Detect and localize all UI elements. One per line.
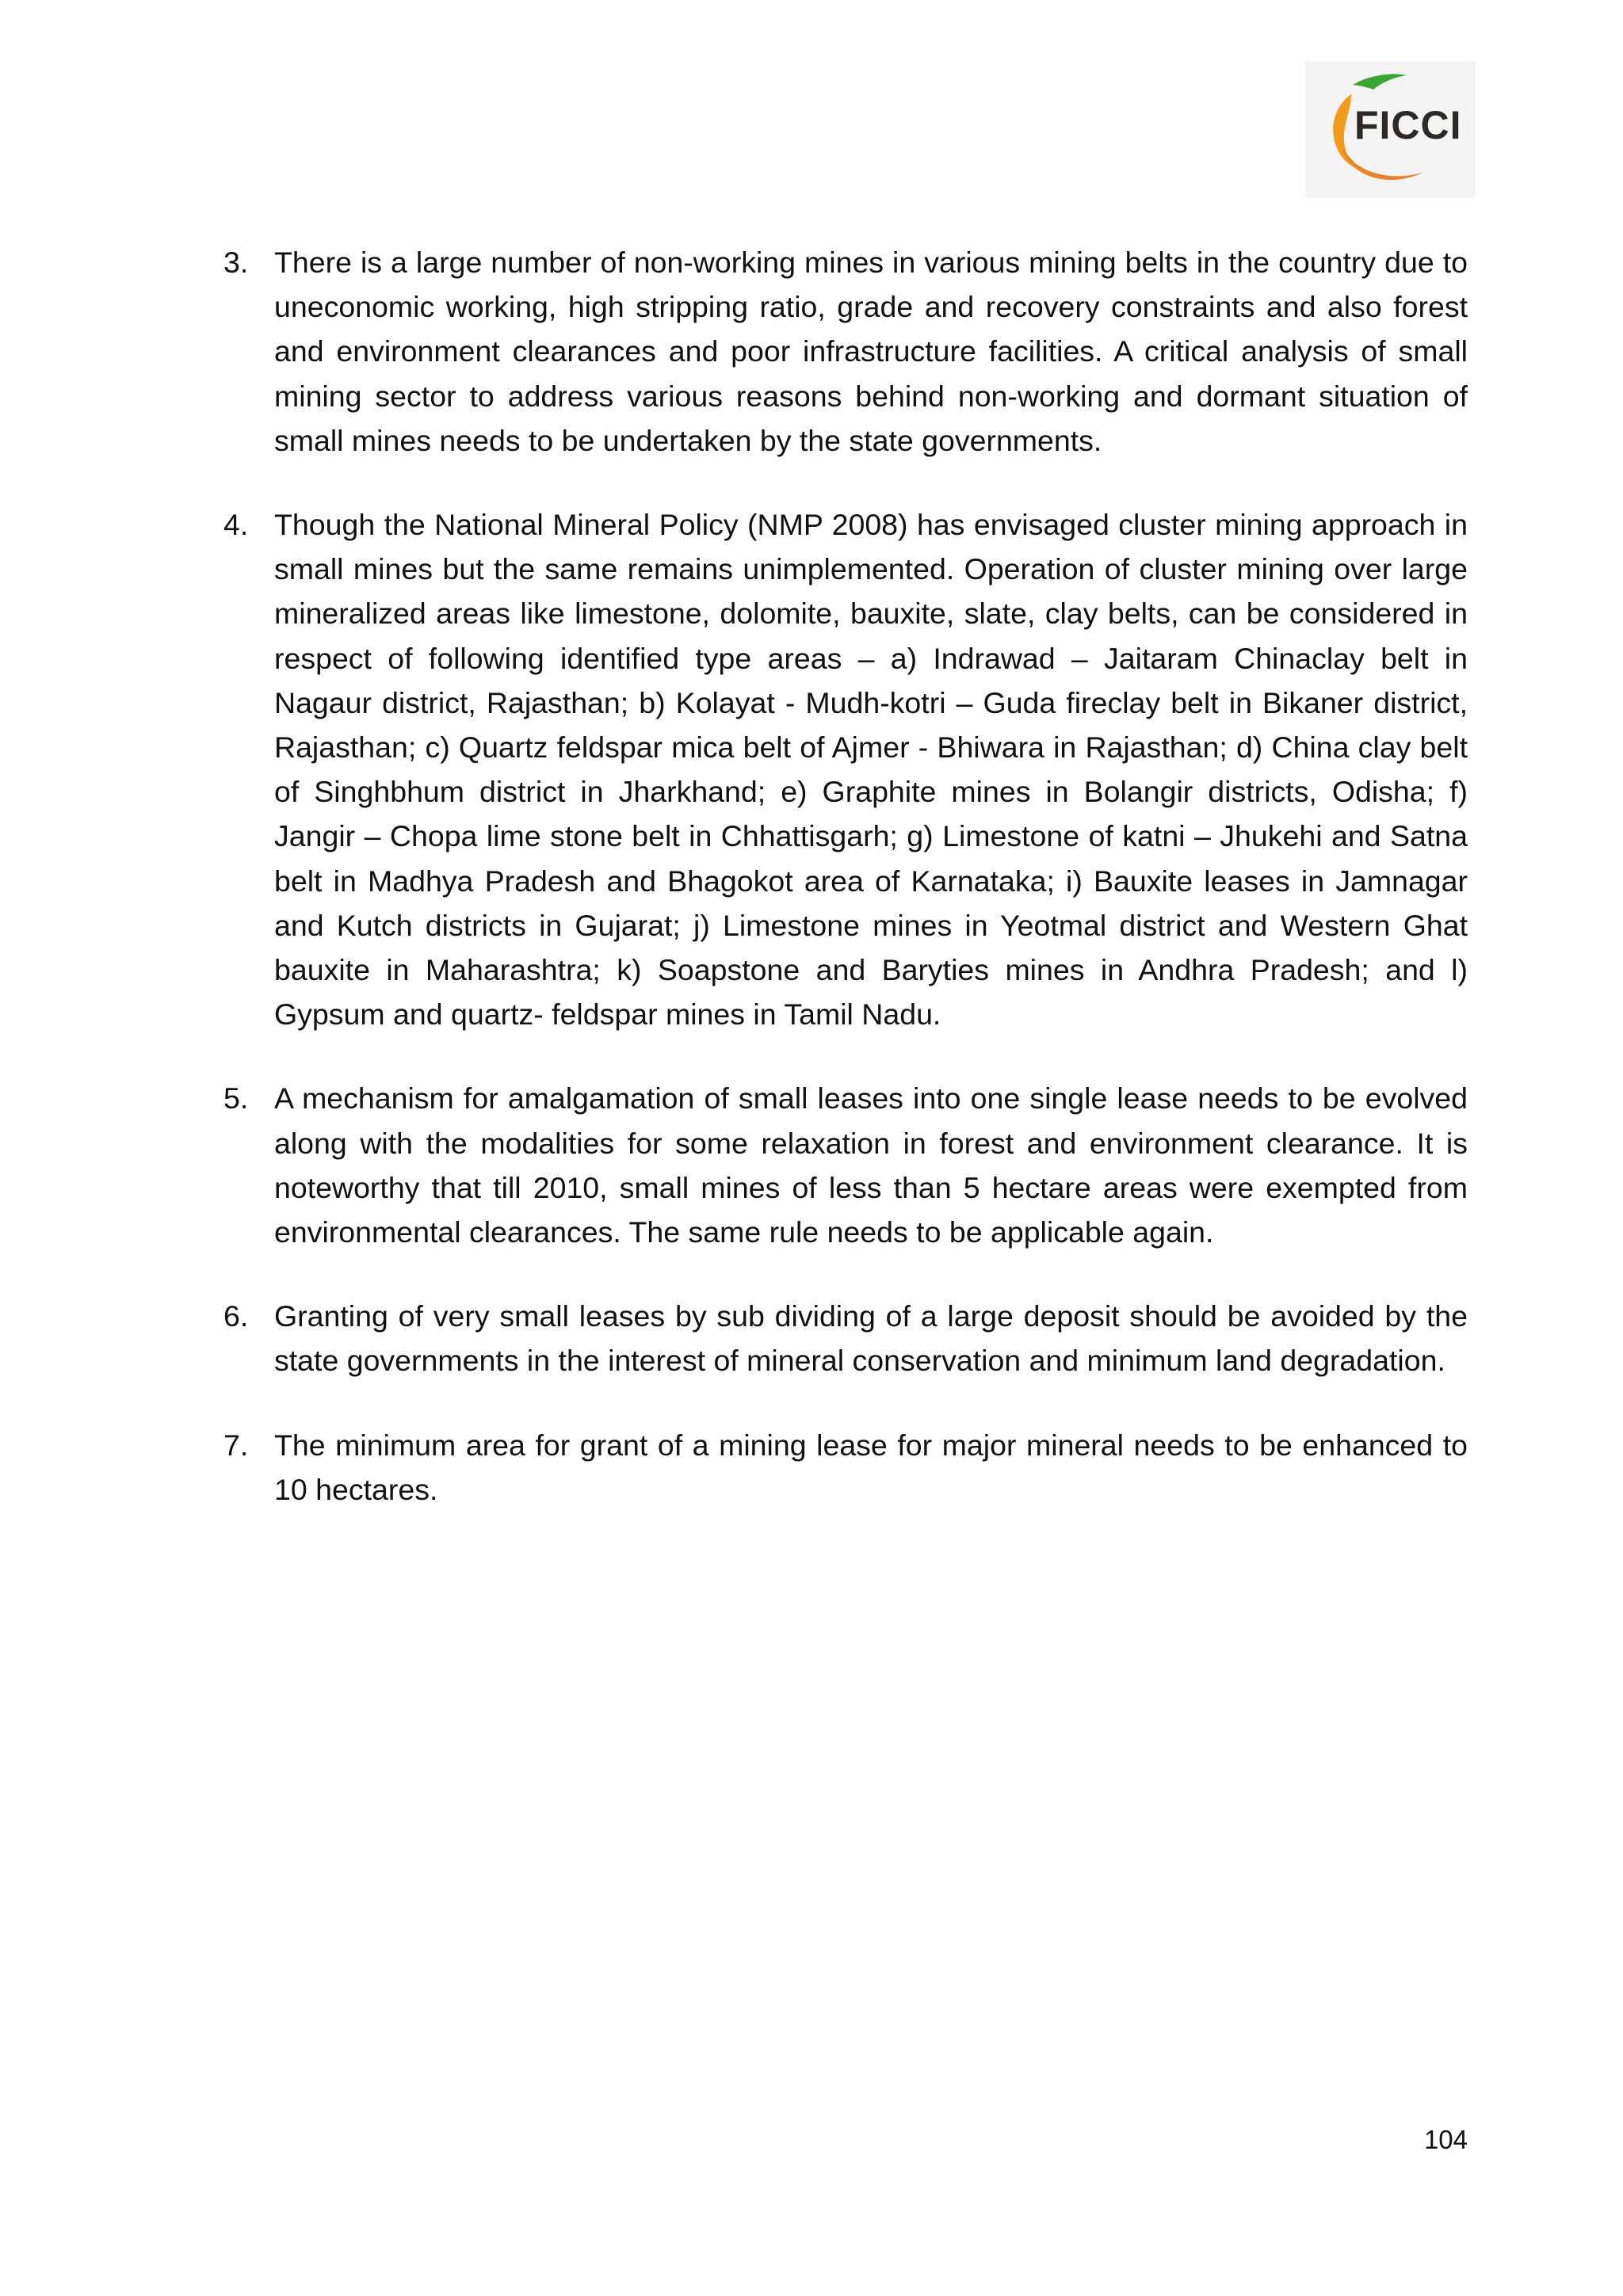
list-item-7 bbox=[223, 1423, 1468, 1512]
item-number: 5. bbox=[223, 1081, 249, 1116]
item-text: There is a large number of non-working mines in various mining belts in the country due to uneconomic working, high stripping ratio, grade and recovery constraints and also forest and environment clearances and poor infrastructure facilities. A critical analysis of small mining sector to address various reasons behind non-working and dormant situation of small mines needs to be undertaken by the state governments. bbox=[274, 246, 1468, 457]
item-number: 3. bbox=[223, 246, 249, 279]
list-item-4 bbox=[223, 502, 1468, 1036]
item-number: 4. bbox=[223, 508, 249, 542]
item-text: Granting of very small leases by sub dividing of a large deposit should be avoided by the state governments in the interest of mineral conservation and minimum land degradation. bbox=[274, 1299, 1468, 1378]
item-text: The minimum area for grant of a mining lease for major mineral needs to be enhanced to 10 hectares. bbox=[274, 1428, 1468, 1506]
item-text: A mechanism for amalgamation of small leases into one single lease needs to be evolved along with the modalities for some relaxation in forest and environment clearance. It is noteworthy that till 2010, small mines of less than 5 hectare areas were exempted from environmental clearances. The same rule needs to be applicable again. bbox=[274, 1081, 1468, 1249]
item-number: 6. bbox=[223, 1299, 249, 1333]
ficci-logo bbox=[1305, 61, 1476, 198]
list-item-3 bbox=[223, 240, 1468, 463]
list-item-6 bbox=[223, 1294, 1468, 1383]
page-number: 104 bbox=[1423, 2125, 1468, 2154]
item-text: Though the National Mineral Policy (NMP 2008) has envisaged cluster mining approach in small mines but the same remains unimplemented. Operation of cluster mining over large mineralized areas like limestone, dolomite, bauxite, slate, clay belts, can be considered in respect of following identified type areas – a) Indrawad – Jaitaram Chinaclay belt in Nagaur district, Rajasthan; b) Kolayat - Mudh-kotri – Guda fireclay belt in Bikaner district, Rajasthan; c) Quartz feldspar mica belt of Ajmer - Bhiwara in Rajasthan; d) China clay belt of Singhbhum district in Jharkhand; e) Graphite mines in Bolangir districts, Odisha; f) Jangir – Chopa lime stone belt in Chhattisgarh; g) Limestone of katni – Jhukehi and Satna belt in Madhya Pradesh and Bhagokot area of Karnataka; i) Bauxite leases in Jamnagar and Kutch districts in Gujarat; j) Limestone mines in Yeotmal district and Western Ghat bauxite in Maharashtra; k) Soapstone and Baryties mines in Andhra Pradesh; and l) Gypsum and quartz- feldspar mines in Tamil Nadu. bbox=[274, 508, 1468, 1032]
list-item-5 bbox=[223, 1076, 1468, 1254]
document-body bbox=[223, 240, 1468, 1551]
logo-text: FICCI bbox=[1354, 103, 1462, 147]
item-number: 7. bbox=[223, 1428, 249, 1462]
